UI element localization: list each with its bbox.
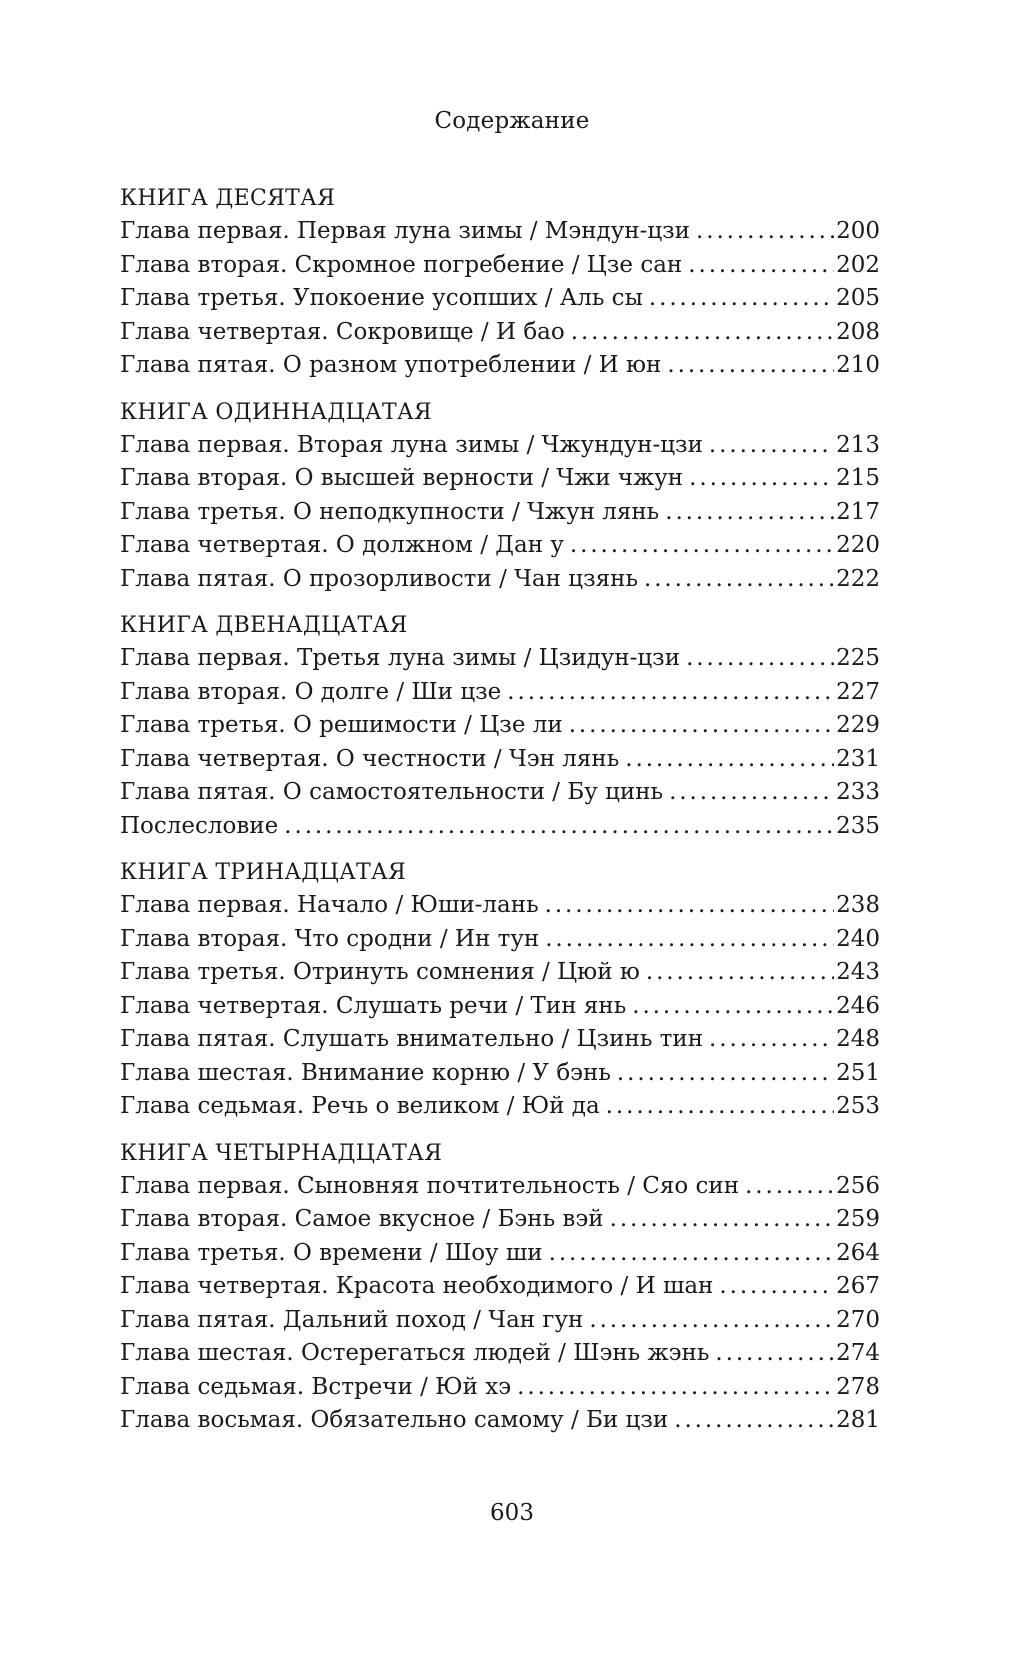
toc-entry-title: Глава первая. Первая луна зимы / Мэндун-цзи — [120, 218, 691, 244]
toc-entry-title: Глава пятая. Дальний поход / Чан гун — [120, 1306, 584, 1333]
book-heading: КНИГА ДВЕНАДЦАТАЯ — [120, 613, 408, 638]
toc-entry-title: Глава первая. Сыновняя почтительность / Сяо син — [120, 1172, 740, 1199]
toc-entry — [120, 956, 880, 990]
toc-entry — [120, 1270, 880, 1304]
toc-entry — [120, 1237, 880, 1271]
dot-leader — [545, 923, 834, 957]
book-heading: КНИГА ЧЕТЫРНАДЦАТАЯ — [120, 1140, 443, 1166]
toc-entry-title: Глава четвертая. Слушать речи / Тин янь — [120, 992, 627, 1019]
book-section — [120, 396, 880, 597]
toc-entry — [120, 990, 880, 1024]
dot-leader — [667, 349, 834, 383]
toc-entry-page-number: 205 — [836, 285, 880, 311]
toc-entry-page-number: 270 — [836, 1306, 880, 1333]
book-heading: КНИГА ТРИНАДЦАТАЯ — [120, 860, 407, 885]
toc-entry-page-number: 225 — [836, 645, 880, 671]
toc-entry — [120, 1090, 880, 1124]
dot-leader — [569, 709, 834, 743]
toc-entry-title: Глава пятая. О самостоятельности / Бу цинь — [120, 779, 664, 805]
dot-leader — [646, 956, 834, 990]
page-number: 603 — [490, 1500, 534, 1526]
toc-entry-title: Глава пятая. О разном употреблении / И юн — [120, 352, 662, 378]
toc-entry — [120, 1023, 880, 1057]
toc-entry-title: Глава четвертая. Красота необходимого / И шан — [120, 1273, 714, 1299]
toc-entry — [120, 1404, 880, 1438]
dot-leader — [719, 1270, 834, 1304]
dot-leader — [649, 282, 834, 316]
toc-entry-page-number: 238 — [836, 892, 880, 918]
dot-leader — [625, 743, 834, 777]
toc-entry-page-number: 243 — [836, 959, 880, 985]
dot-leader — [617, 1057, 834, 1091]
toc-entry-page-number: 233 — [836, 779, 880, 805]
dot-leader — [709, 429, 834, 463]
toc-entry — [120, 743, 880, 777]
book-heading: КНИГА ДЕСЯТАЯ — [120, 186, 336, 211]
toc-entry-page-number: 200 — [836, 218, 880, 244]
dot-leader — [715, 1337, 834, 1371]
toc-entry-title: Глава вторая. О высшей верности / Чжи чжун — [120, 465, 684, 491]
toc-entry-title: Глава пятая. О прозорливости / Чан цзянь — [120, 565, 638, 592]
dot-leader — [284, 810, 834, 844]
toc-entry-page-number: 274 — [836, 1340, 880, 1366]
dot-leader — [507, 676, 834, 710]
toc-entry-page-number: 281 — [836, 1407, 880, 1433]
book-section — [120, 1137, 880, 1438]
dot-leader — [517, 1371, 834, 1405]
table-of-contents — [120, 182, 880, 1451]
toc-entry — [120, 282, 880, 316]
toc-entry-title: Глава седьмая. Встречи / Юй хэ — [120, 1373, 512, 1400]
toc-entry-page-number: 202 — [836, 251, 880, 278]
toc-entry — [120, 642, 880, 676]
toc-entry-title: Глава третья. О решимости / Цзе ли — [120, 712, 563, 738]
toc-entry-page-number: 208 — [836, 318, 880, 345]
toc-entry — [120, 563, 880, 597]
toc-entry-page-number: 267 — [836, 1273, 880, 1299]
toc-entry-page-number: 210 — [836, 352, 880, 378]
dot-leader — [674, 1404, 834, 1438]
toc-entry-title: Глава первая. Третья луна зимы / Цзидун-цзи — [120, 645, 681, 671]
dot-leader — [606, 1090, 834, 1124]
toc-entry-title: Глава первая. Начало / Юши-лань — [120, 892, 539, 918]
toc-entry-title: Глава пятая. Слушать внимательно / Цзинь тин — [120, 1026, 704, 1052]
dot-leader — [644, 563, 834, 597]
dot-leader — [589, 1304, 834, 1338]
toc-entry-page-number: 264 — [836, 1239, 880, 1266]
toc-entry — [120, 776, 880, 810]
dot-leader — [545, 889, 834, 923]
toc-entry — [120, 923, 880, 957]
toc-entry-title: Глава третья. Упокоение усопших / Аль сы — [120, 285, 643, 311]
dot-leader — [570, 529, 834, 563]
toc-entry-page-number: 278 — [836, 1373, 880, 1400]
toc-entry-title: Глава вторая. Самое вкусное / Бэнь вэй — [120, 1206, 604, 1232]
toc-entry-page-number: 231 — [836, 745, 880, 772]
toc-entry-title: Глава шестая. Остерегаться людей / Шэнь жэнь — [120, 1340, 710, 1366]
toc-entry-title: Глава восьмая. Обязательно самому / Би цзи — [120, 1407, 669, 1433]
toc-entry — [120, 316, 880, 350]
toc-entry-page-number: 253 — [836, 1093, 880, 1119]
dot-leader — [696, 215, 834, 249]
toc-entry-title: Глава четвертая. О честности / Чэн лянь — [120, 745, 620, 772]
book-section — [120, 182, 880, 383]
dot-leader — [709, 1023, 834, 1057]
dot-leader — [632, 990, 834, 1024]
page-title: Содержание — [434, 108, 590, 134]
toc-entry-page-number: 215 — [836, 465, 880, 491]
toc-entry-page-number: 213 — [836, 431, 880, 458]
book-section — [120, 609, 880, 843]
dot-leader — [688, 249, 834, 283]
toc-entry-title: Глава шестая. Внимание корню / У бэнь — [120, 1059, 611, 1086]
toc-entry-title: Послесловие — [120, 812, 279, 839]
toc-entry-title: Глава вторая. О долге / Ши цзе — [120, 678, 502, 705]
toc-entry-title: Глава первая. Вторая луна зимы / Чжундун-цзи — [120, 431, 703, 458]
dot-leader — [689, 462, 834, 496]
toc-entry-title: Глава третья. О времени / Шоу ши — [120, 1239, 543, 1266]
toc-entry — [120, 676, 880, 710]
toc-entry — [120, 1203, 880, 1237]
book-heading: КНИГА ОДИННАДЦАТАЯ — [120, 399, 432, 425]
toc-entry — [120, 1337, 880, 1371]
toc-entry-page-number: 248 — [836, 1026, 880, 1052]
toc-entry — [120, 1170, 880, 1204]
toc-entry-page-number: 259 — [836, 1206, 880, 1232]
toc-entry-page-number: 227 — [836, 678, 880, 705]
dot-leader — [549, 1237, 835, 1271]
toc-entry-page-number: 235 — [836, 812, 880, 839]
toc-entry — [120, 429, 880, 463]
toc-entry-title: Глава четвертая. Сокровище / И бао — [120, 318, 565, 345]
toc-entry-page-number: 256 — [836, 1172, 880, 1199]
toc-entry — [120, 462, 880, 496]
dot-leader — [669, 776, 834, 810]
book-section — [120, 856, 880, 1124]
toc-entry-page-number: 246 — [836, 992, 880, 1019]
toc-entry-title: Глава вторая. Скромное погребение / Цзе сан — [120, 251, 683, 278]
toc-entry — [120, 1304, 880, 1338]
toc-entry — [120, 215, 880, 249]
toc-entry — [120, 1371, 880, 1405]
dot-leader — [686, 642, 834, 676]
dot-leader — [745, 1170, 834, 1204]
toc-entry-title: Глава вторая. Что сродни / Ин тун — [120, 925, 540, 952]
toc-entry-title: Глава третья. О неподкупности / Чжун лянь — [120, 498, 660, 525]
toc-entry — [120, 349, 880, 383]
toc-entry — [120, 249, 880, 283]
toc-entry-page-number: 240 — [836, 925, 880, 952]
toc-entry — [120, 529, 880, 563]
toc-entry-title: Глава третья. Отринуть сомнения / Цюй ю — [120, 959, 640, 985]
toc-entry — [120, 496, 880, 530]
toc-entry-title: Глава четвертая. О должном / Дан у — [120, 532, 564, 558]
toc-entry-page-number: 251 — [836, 1059, 880, 1086]
toc-entry-page-number: 220 — [836, 532, 880, 558]
toc-entry-title: Глава седьмая. Речь о великом / Юй да — [120, 1093, 600, 1119]
toc-entry — [120, 889, 880, 923]
toc-entry-page-number: 217 — [836, 498, 880, 525]
dot-leader — [610, 1203, 835, 1237]
toc-entry — [120, 709, 880, 743]
dot-leader — [665, 496, 834, 530]
toc-entry-page-number: 229 — [836, 712, 880, 738]
toc-entry — [120, 810, 880, 844]
toc-entry-page-number: 222 — [836, 565, 880, 592]
toc-entry — [120, 1057, 880, 1091]
dot-leader — [571, 316, 834, 350]
